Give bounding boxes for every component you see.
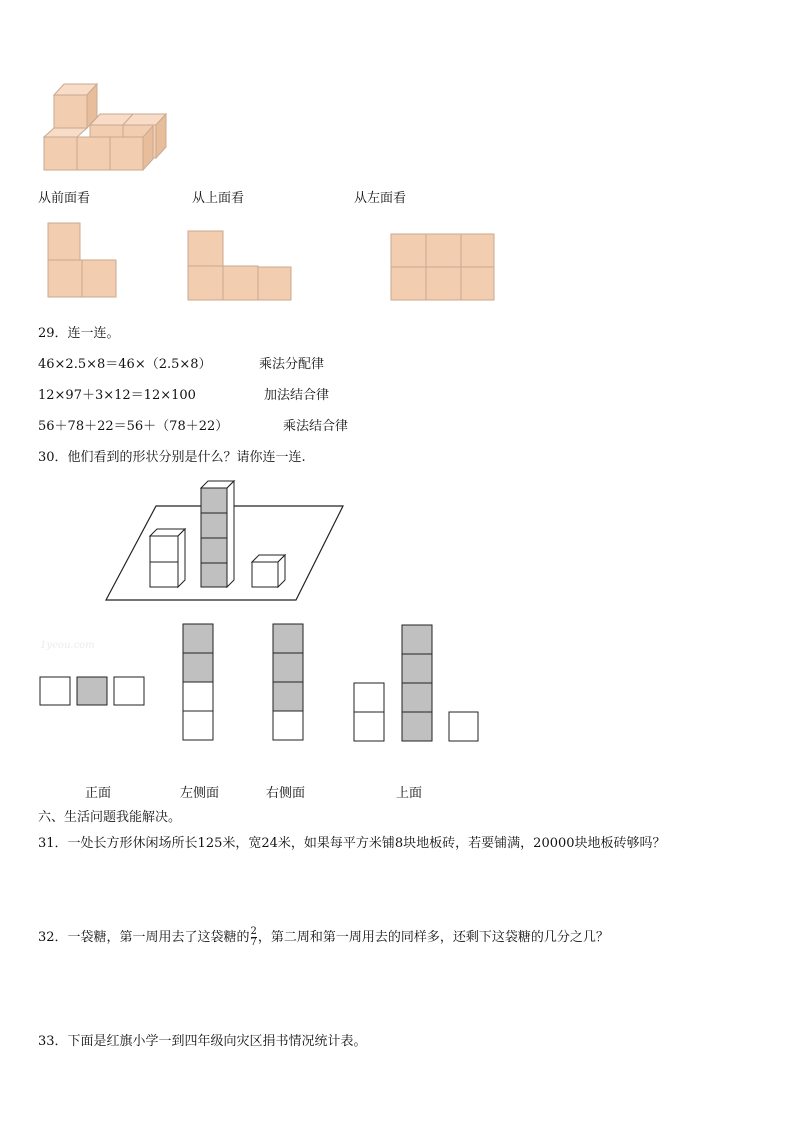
q32-after: ，第二周和第一周用去的同样多，还剩下这袋糖的几分之几？ — [257, 930, 609, 945]
label-left-side: 左侧面 — [180, 786, 220, 801]
front-view-drawing — [46, 221, 118, 299]
left-view-drawing — [389, 232, 497, 302]
watermark: 1yeou.com — [40, 640, 95, 651]
view-label-top: 从上面看 — [192, 191, 245, 206]
fraction-denominator: 7 — [250, 937, 257, 948]
q29-expr-2: 12×97＋3×12＝12×100 — [38, 388, 196, 403]
q29-law-3: 乘法结合律 — [283, 419, 349, 434]
q31-text: 31．一处长方形休闲场所长125米，宽24米，如果每平方米铺8块地板砖，若要铺满，20000块地板砖够吗？ — [38, 836, 666, 851]
q29-expr-1: 46×2.5×8＝46×（2.5×8） — [38, 357, 212, 372]
q29-title: 29．连一连。 — [38, 326, 120, 341]
q30-platform-figure — [100, 476, 350, 604]
q32-text — [38, 926, 609, 948]
view-label-front: 从前面看 — [38, 191, 91, 206]
q32-before: 32．一袋糖，第一周用去了这袋糖的 — [38, 930, 250, 945]
q33-text: 33．下面是红旗小学一到四年级向灾区捐书情况统计表。 — [38, 1034, 367, 1049]
q29-law-2: 加法结合律 — [264, 388, 330, 403]
label-right-side: 右侧面 — [266, 786, 306, 801]
q29-expr-3: 56＋78＋22＝56＋（78＋22） — [38, 419, 229, 434]
view-label-left: 从左面看 — [354, 191, 407, 206]
label-top: 上面 — [396, 786, 423, 801]
fraction-numerator: 2 — [250, 926, 257, 937]
q32-fraction — [251, 927, 257, 948]
top-view-drawing — [186, 229, 294, 302]
section6-title: 六、生活问题我能解决。 — [38, 810, 182, 825]
q30-option-column-b — [271, 622, 305, 742]
cube-stack-figure — [40, 80, 175, 175]
q29-law-1: 乘法分配律 — [259, 357, 325, 372]
q30-title: 30．他们看到的形状分别是什么？请你连一连. — [38, 450, 306, 465]
label-front: 正面 — [85, 786, 112, 801]
q30-option-column-a — [181, 622, 215, 742]
q30-option-row — [38, 675, 148, 707]
q30-option-mixed — [352, 623, 482, 745]
